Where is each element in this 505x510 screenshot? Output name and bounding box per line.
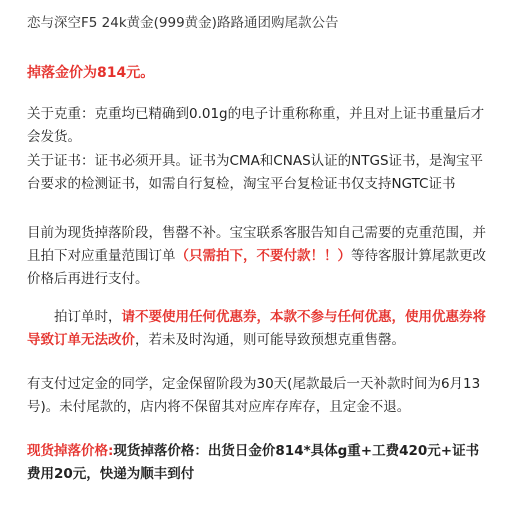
page-title: 恋与深空F5 24k黄金(999黄金)路路通团购尾款公告 bbox=[27, 15, 339, 31]
gold-price-notice: 掉落金价为814元。 bbox=[27, 65, 155, 81]
coupon-warning: 请不要使用任何优惠券，本款不参与任何优惠，使用优惠券将导致订单无法改价 bbox=[27, 309, 486, 348]
final-price-info bbox=[27, 440, 487, 486]
stock-info bbox=[27, 222, 487, 291]
weight-info: 关于克重：克重均已精确到0.01g的电子计重称称重，并且对上证书重量后才会发货。 bbox=[27, 106, 485, 145]
coupon-info bbox=[27, 306, 487, 352]
stock-text-1: 目前为现货掉落阶段，售罄不补。宝宝联系客服告知自己需要的克重范围，并且拍下对应重量范围订单 bbox=[27, 225, 486, 264]
final-price-label: 现货掉落价格: bbox=[27, 443, 114, 459]
stock-warning: （只需拍下，不要付款！！） bbox=[175, 248, 351, 264]
final-price-text: 现货掉落价格：出货日金价814*具体g重+工费420元+证书费用20元，快递为顺丰到付 bbox=[27, 443, 480, 482]
coupon-text-2: ，若未及时沟通，则可能导致预想克重售罄。 bbox=[135, 332, 405, 348]
certificate-info: 关于证书：证书必须开具。证书为CMA和CNAS认证的NTGS证书，是淘宝平台要求的检测证书，如需自行复检，淘宝平台复检证书仅支持NGTC证书 bbox=[27, 153, 484, 192]
coupon-text-1: 拍订单时， bbox=[54, 309, 122, 325]
deposit-info: 有支付过定金的同学，定金保留阶段为30天(尾款最后一天补款时间为6月13号)。未付尾款的，店内将不保留其对应库存库存，且定金不退。 bbox=[27, 376, 481, 415]
stock-text-2: 等待客服计算尾款更改价格后再进行支付。 bbox=[27, 248, 486, 287]
